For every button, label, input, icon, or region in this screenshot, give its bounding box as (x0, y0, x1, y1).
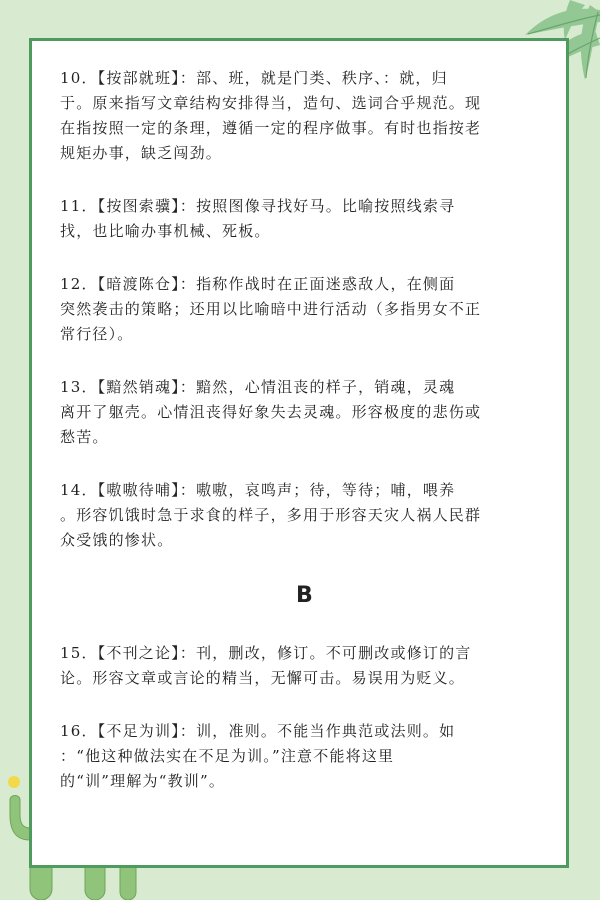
entry-line: 14．【嗷嗷待哺】：嗷嗷，哀鸣声；待，等待；哺，喂养 (60, 481, 456, 499)
entry-line: 的“训”理解为“教训”。 (60, 772, 226, 790)
idiom-entry-11 (60, 194, 550, 244)
idiom-entry-12 (60, 272, 550, 347)
entry-line: 。形容饥饿时急于求食的样子，多用于形容天灾人祸人民群 (60, 506, 482, 524)
idiom-list (60, 66, 550, 822)
entry-line: 12．【暗渡陈仓】：指称作战时在正面迷惑敌人，在侧面 (60, 275, 456, 293)
entry-line: 16．【不足为训】：训，准则。不能当作典范或法则。如 (60, 722, 456, 740)
entry-line: 愁苦。 (60, 428, 109, 446)
idiom-entry-16 (60, 719, 550, 794)
entry-line: 常行径）。 (60, 325, 134, 343)
entry-line: 规矩办事，缺乏闯劲。 (60, 144, 223, 162)
entry-line: 于。原来指写文章结构安排得当，造句、选词合乎规范。现 (60, 94, 482, 112)
entry-line: 论。形容文章或言论的精当，无懈可击。易误用为贬义。 (60, 669, 466, 687)
idiom-entry-13 (60, 375, 550, 450)
entry-line: ：“他这种做法实在不足为训。”注意不能将这里 (60, 747, 395, 765)
entry-line: 10．【按部就班】：部、班，就是门类、秩序、：就，归 (60, 69, 448, 87)
section-letter: B (296, 583, 314, 608)
entry-line: 11．【按图索骥】：按照图像寻找好马。比喻按照线索寻 (60, 197, 456, 215)
entry-line: 在指按照一定的条理，遵循一定的程序做事。有时也指按老 (60, 119, 482, 137)
entry-line: 离开了躯壳。心情沮丧得好象失去灵魂。形容极度的悲伤或 (60, 403, 482, 421)
idiom-entry-15 (60, 641, 550, 691)
entry-line: 找，也比喻办事机械、死板。 (60, 222, 271, 240)
entry-line: 13．【黯然销魂】：黯然，心情沮丧的样子，销魂，灵魂 (60, 378, 456, 396)
idiom-entry-14 (60, 478, 550, 553)
idiom-entry-10 (60, 66, 550, 166)
entry-line: 15．【不刊之论】：刊，删改，修订。不可删改或修订的言 (60, 644, 472, 662)
entry-line: 众受饿的惨状。 (60, 531, 174, 549)
entry-line: 突然袭击的策略；还用以比喻暗中进行活动（多指男女不正 (60, 300, 482, 318)
